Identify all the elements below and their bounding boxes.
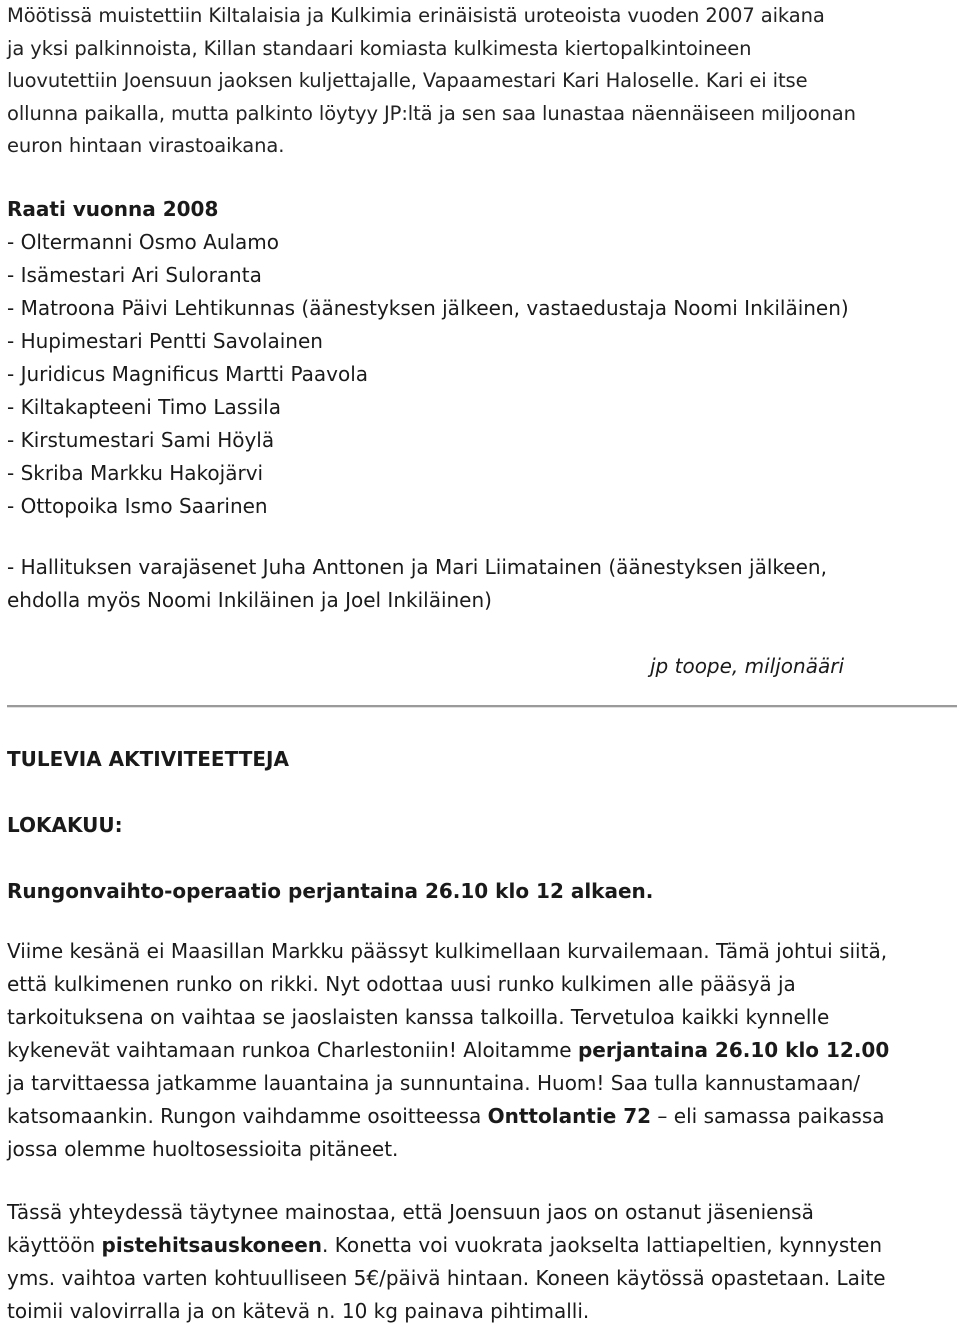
- event-description: [7, 935, 957, 1166]
- intro-line: euron hintaan virastoaikana.: [7, 134, 285, 158]
- month-heading: LOKAKUU:: [7, 813, 123, 837]
- section-title: TULEVIA AKTIVITEETTEJA: [7, 747, 289, 771]
- paragraph-line: jossa olemme huoltosessioita pitäneet.: [7, 1137, 399, 1161]
- raati-member: - Kirstumestari Sami Höylä: [7, 428, 275, 452]
- raati-member: - Kiltakapteeni Timo Lassila: [7, 395, 281, 419]
- raati-member: - Skriba Markku Hakojärvi: [7, 461, 264, 485]
- raati-member: - Hupimestari Pentti Savolainen: [7, 329, 323, 353]
- intro-line: ja yksi palkinnoista, Killan standaari komiasta kulkimesta kiertopalkintoineen: [7, 36, 752, 60]
- raati-member: - Juridicus Magnificus Martti Paavola: [7, 362, 369, 386]
- paragraph-line: [7, 1034, 957, 1067]
- paragraph-line: yms. vaihtoa varten kohtuulliseen 5€/päivä hintaan. Koneen käytössä opastetaan. Laite: [7, 1266, 886, 1290]
- raati-member: - Oltermanni Osmo Aulamo: [7, 230, 280, 254]
- raati-heading: Raati vuonna 2008: [7, 197, 219, 221]
- paragraph-text: . Konetta voi vuokrata jaokselta lattiapeltien, kynnysten: [322, 1233, 883, 1257]
- raati-member: - Matroona Päivi Lehtikunnas (äänestyksen jälkeen, vastaedustaja Noomi Inkiläinen): [7, 296, 849, 320]
- welder-announcement: [7, 1196, 957, 1328]
- paragraph-text: – eli samassa paikassa: [651, 1104, 885, 1128]
- intro-line: Möötissä muistettiin Kiltalaisia ja Kulkimia erinäisistä uroteoista vuoden 2007 aikana: [7, 4, 825, 27]
- paragraph-line: [7, 1100, 957, 1133]
- paragraph-line: Tässä yhteydessä täytynee mainostaa, että Joensuun jaos on ostanut jäseniensä: [7, 1200, 814, 1224]
- event-datetime: perjantaina 26.10 klo 12.00: [577, 1038, 890, 1062]
- raati-member: - Isämestari Ari Suloranta: [7, 263, 262, 287]
- hallitus-varajasenet: [7, 551, 955, 617]
- signature: jp toope, miljonääri: [650, 654, 844, 678]
- paragraph-line: että kulkimenen runko on rikki. Nyt odottaa uusi runko kulkimen alle pääsyä ja: [7, 972, 796, 996]
- intro-line: ollunna paikalla, mutta palkinto löytyy JP:ltä ja sen saa lunastaa näennäiseen miljoonan: [7, 101, 856, 125]
- paragraph-line: ja tarvittaessa jatkamme lauantaina ja sunnuntaina. Huom! Saa tulla kannustamaan/: [7, 1071, 861, 1095]
- paragraph-text: katsomaankin. Rungon vaihdamme osoitteessa: [7, 1104, 488, 1128]
- welder-name: pistehitsauskoneen: [101, 1233, 323, 1257]
- paragraph-line: Viime kesänä ei Maasillan Markku päässyt kulkimellaan kurvailemaan. Tämä johtui siitä,: [7, 939, 888, 963]
- intro-line: luovutettiin Joensuun jaoksen kuljettajalle, Vapaamestari Kari Haloselle. Kari ei itse: [7, 69, 808, 93]
- horizontal-divider: [7, 705, 957, 708]
- raati-member: - Ottopoika Ismo Saarinen: [7, 494, 268, 518]
- paragraph-line: [7, 1229, 957, 1262]
- hallitus-line: ehdolla myös Noomi Inkiläinen ja Joel Inkiläinen): [7, 588, 492, 612]
- paragraph-line: tarkoituksena on vaihtaa se jaoslaisten kanssa talkoilla. Tervetuloa kaikki kynnelle: [7, 1005, 830, 1029]
- event-title: Rungonvaihto-operaatio perjantaina 26.10 klo 12 alkaen.: [7, 879, 654, 903]
- paragraph-text: käyttöön: [7, 1233, 102, 1257]
- paragraph-text: kykenevät vaihtamaan runkoa Charlestoniin! Aloitamme: [7, 1038, 578, 1062]
- hallitus-line: - Hallituksen varajäsenet Juha Anttonen ja Mari Liimatainen (äänestyksen jälkeen,: [7, 555, 827, 579]
- paragraph-line: toimii valovirralla ja on kätevä n. 10 kg painava pihtimalli.: [7, 1299, 590, 1323]
- raati-section: [7, 193, 955, 523]
- event-address: Onttolantie 72: [487, 1104, 652, 1128]
- intro-paragraph: [7, 0, 955, 163]
